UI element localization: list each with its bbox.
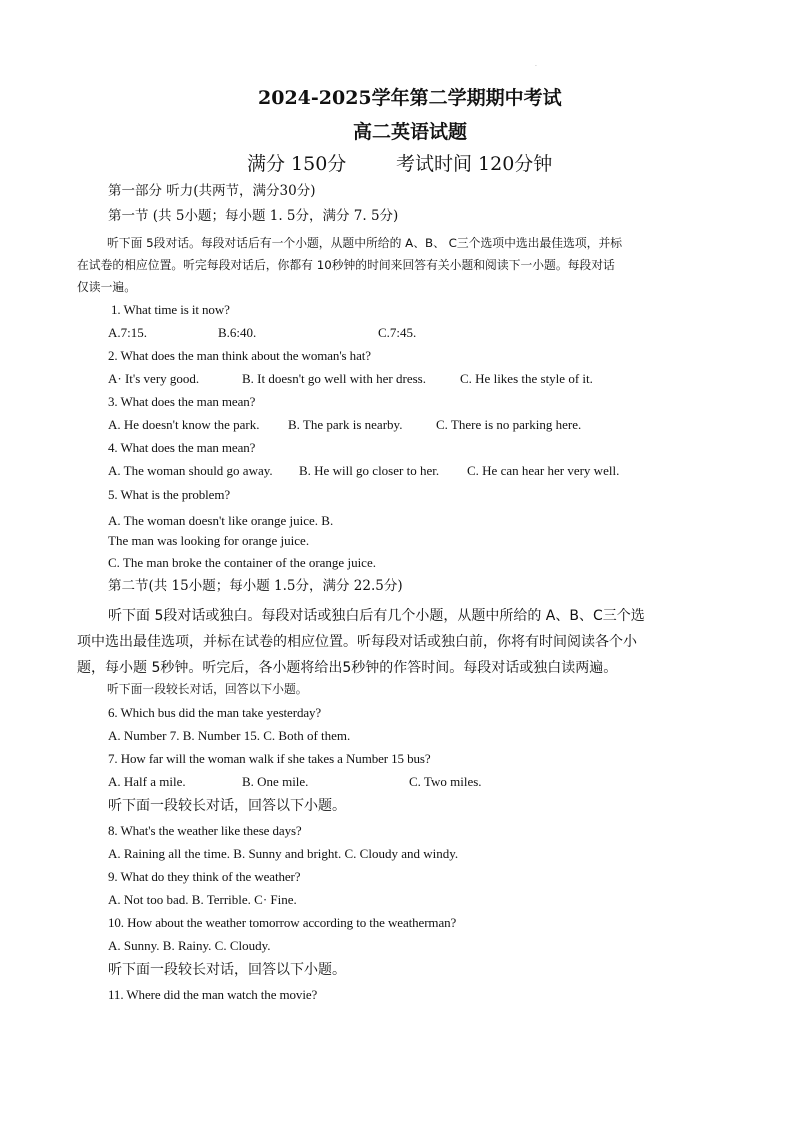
question-11: 11. Where did the man watch the movie?: [108, 987, 318, 1002]
option-5b: The man was looking for orange juice.: [108, 533, 310, 548]
section1-instruction-line: 仅读一遍。: [77, 280, 136, 294]
stray-mark: ·: [535, 63, 537, 70]
option-1c: C.7:45.: [378, 325, 417, 340]
option-2b: B. It doesn't go well with her dress.: [242, 371, 426, 386]
question-4: 4. What does the man mean?: [108, 440, 256, 455]
option-7a: A. Half a mile.: [108, 774, 186, 789]
section1-heading: 第一节 (共 5小题；每小题 1. 5分，满分 7. 5分): [108, 208, 399, 224]
question-1: 1. What time is it now?: [111, 302, 230, 317]
section2-instruction-line: 题，每小题 5秒钟。听完后，各小题将给出5秒钟的作答时间。每段对话或独白读两遍。: [77, 660, 618, 676]
option-2a: A· It's very good.: [108, 371, 200, 386]
option-10: A. Sunny. B. Rainy. C. Cloudy.: [108, 938, 271, 953]
part1-heading: 第一部分 听力(共两节，满分30分): [108, 183, 316, 199]
group-intro: 听下面一段较长对话，回答以下小题。: [108, 798, 346, 814]
section2-heading: 第二节(共 15小题；每小题 1.5分，满分 22.5分): [108, 578, 403, 594]
option-3a: A. He doesn't know the park.: [108, 417, 260, 432]
option-7b: B. One mile.: [242, 774, 309, 789]
option-8: A. Raining all the time. B. Sunny and bright. C. Cloudy and windy.: [108, 846, 459, 861]
option-1b: B.6:40.: [218, 325, 257, 340]
option-7c: C. Two miles.: [409, 774, 482, 789]
option-4c: C. He can hear her very well.: [467, 463, 620, 478]
group-intro: 听下面一段较长对话，回答以下小题。: [108, 962, 346, 978]
option-5c: C. The man broke the container of the orange juice.: [108, 555, 376, 570]
option-4a: A. The woman should go away.: [108, 463, 273, 478]
question-5: 5. What is the problem?: [108, 487, 231, 502]
option-5a: A. The woman doesn't like orange juice. B.: [108, 513, 334, 528]
exam-time: 考试时间 120分钟: [396, 153, 553, 175]
exam-title: 2024-2025学年第二学期期中考试: [258, 87, 562, 109]
full-score: 满分 150分: [247, 153, 347, 175]
exam-subtitle: 高二英语试题: [353, 121, 468, 143]
group-intro: 听下面一段较长对话，回答以下小题。: [107, 682, 308, 696]
option-3b: B. The park is nearby.: [288, 417, 403, 432]
option-2c: C. He likes the style of it.: [460, 371, 593, 386]
section2-instruction-line: 项中选出最佳选项，并标在试卷的相应位置。听每段对话或独白前，你将有时间阅读各个小: [77, 634, 637, 650]
section2-instruction-line: 听下面 5段对话或独白。每段对话或独白后有几个小题，从题中所给的 A、B、C三个选: [108, 608, 645, 624]
question-10: 10. How about the weather tomorrow according to the weatherman?: [108, 915, 457, 930]
question-8: 8. What's the weather like these days?: [108, 823, 302, 838]
section1-instruction-line: 在试卷的相应位置。听完每段对话后，你都有 10秒钟的时间来回答有关小题和阅读下一小题。每段对话: [77, 258, 615, 272]
question-9: 9. What do they think of the weather?: [108, 869, 301, 884]
question-3: 3. What does the man mean?: [108, 394, 256, 409]
option-9: A. Not too bad. B. Terrible. C· Fine.: [108, 892, 297, 907]
option-4b: B. He will go closer to her.: [299, 463, 440, 478]
section1-instruction-line: 听下面 5段对话。每段对话后有一个小题，从题中所给的 A、B、 C三个选项中选出最佳选项，并标: [107, 236, 623, 250]
question-6: 6. Which bus did the man take yesterday?: [108, 705, 322, 720]
question-2: 2. What does the man think about the woman's hat?: [108, 348, 371, 363]
option-6: A. Number 7. B. Number 15. C. Both of them.: [108, 728, 351, 743]
question-7: 7. How far will the woman walk if she takes a Number 15 bus?: [108, 751, 431, 766]
option-3c: C. There is no parking here.: [436, 417, 582, 432]
option-1a: A.7:15.: [108, 325, 147, 340]
